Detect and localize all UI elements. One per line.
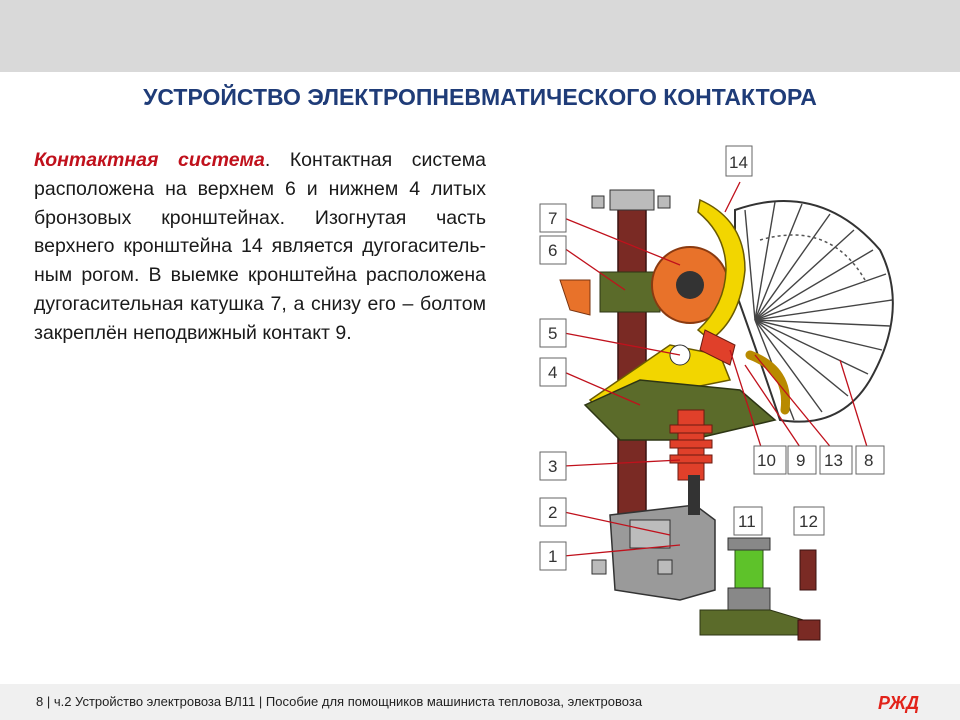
- lead-term: Контактная система: [34, 149, 265, 171]
- valve-coil: [735, 550, 763, 588]
- label-1: 1: [548, 547, 558, 566]
- arc-chute: [735, 201, 893, 422]
- contactor-diagram: [530, 140, 930, 660]
- label-12: 12: [799, 512, 818, 531]
- label-10: 10: [757, 451, 776, 470]
- body-text: [34, 146, 486, 348]
- logo-text: РЖД: [878, 693, 920, 713]
- piston-rod: [688, 475, 700, 515]
- slide-title: УСТРОЙСТВО ЭЛЕКТРОПНЕВМАТИЧЕСКОГО КОНТАКТОРА: [143, 84, 817, 110]
- label-8: 8: [864, 451, 874, 470]
- label-7: 7: [548, 209, 558, 228]
- label-14: 14: [729, 153, 748, 172]
- label-5: 5: [548, 324, 558, 343]
- top-bolts: [592, 190, 670, 210]
- upper-bracket: [600, 272, 660, 312]
- interlock-contact: [800, 550, 816, 590]
- footer-text: 8 | ч.2 Устройство электровоза ВЛ11 | Пособие для помощников машиниста тепловоза, электровоза: [36, 694, 643, 709]
- label-11: 11: [738, 512, 756, 531]
- rzd-logo-icon: [876, 690, 926, 714]
- header-band: [0, 0, 960, 72]
- label-13: 13: [824, 451, 843, 470]
- pneumatic-cylinder: [610, 505, 715, 600]
- label-4: 4: [548, 363, 558, 382]
- body-description: . Контактная система расположена на верхнем 6 и нижнем 4 литых бронзовых кронштейнах. Изогнутая часть верхнего кронштейна 14 является дугогаситель-ным рогом. В выемке кронштейна расположена дугогасительная катушка 7, а снизу его – болтом закреплён неподвижный контакт 9.: [34, 149, 486, 344]
- label-2: 2: [548, 503, 558, 522]
- label-3: 3: [548, 457, 558, 476]
- terminal-lug: [560, 280, 590, 315]
- label-9: 9: [796, 451, 806, 470]
- label-6: 6: [548, 241, 558, 260]
